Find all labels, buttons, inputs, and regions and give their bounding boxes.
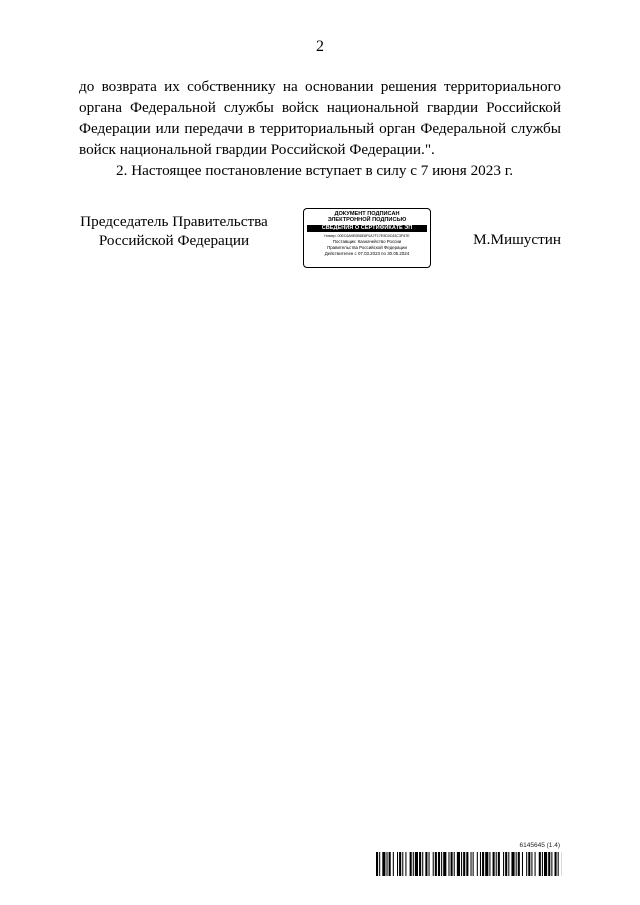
barcode-bar [555, 852, 557, 876]
barcode-bar [435, 852, 437, 876]
barcode-bar [454, 852, 455, 876]
barcode-bar [528, 852, 530, 876]
barcode-bar [516, 852, 517, 876]
barcode-bar [376, 852, 378, 876]
barcode-bar [548, 852, 550, 876]
barcode-bar [448, 852, 449, 876]
paragraph-2: 2. Настоящее постановление вступает в силу с 7 июня 2023 г. [116, 162, 514, 179]
stamp-owner: Правительства Российской Федерации [327, 245, 407, 251]
barcode-bar [471, 852, 472, 876]
signatory-title-line1: Председатель Правительства [80, 213, 268, 230]
barcode-bar [419, 852, 421, 876]
barcode-bar [402, 852, 403, 876]
barcode-bar [522, 852, 523, 876]
barcode-bar [438, 852, 440, 876]
barcode-bar [544, 852, 547, 876]
barcode-bar [526, 852, 527, 876]
barcode-bar [393, 852, 394, 876]
signatory-name: М.Мишустин [473, 231, 561, 248]
barcode-bar [415, 852, 418, 876]
barcode-bar [535, 852, 536, 876]
barcode-bar [473, 852, 474, 876]
stamp-header-line2: ЭЛЕКТРОННОЙ ПОДПИСЬЮ [327, 217, 407, 224]
barcode-bar [429, 852, 430, 876]
stamp-validity: Действителен с 07.03.2023 по 30.05.2024 [324, 251, 410, 257]
barcode-bar [480, 852, 481, 876]
barcode-bar [413, 852, 414, 876]
barcode-bar [382, 852, 385, 876]
stamp-header [304, 211, 430, 224]
barcode-bar [466, 852, 468, 876]
barcode-bar [496, 852, 497, 876]
barcode-bar [511, 852, 514, 876]
barcode-bar [505, 852, 507, 876]
barcode-bar [457, 852, 460, 876]
stamp-certificate-prefix: Номер: [324, 233, 337, 238]
barcode-bar [397, 852, 398, 876]
barcode-bar [542, 852, 543, 876]
stamp-issuer: Поставщик: Казначейство России [332, 238, 402, 244]
barcode-bar [410, 852, 412, 876]
barcode-bar [558, 852, 559, 876]
barcode-bar [477, 852, 478, 876]
stamp-band: СВЕДЕНИЯ О СЕРТИФИКАТЕ ЭП [307, 225, 427, 232]
electronic-signature-stamp [303, 208, 431, 268]
barcode-bar [482, 852, 484, 876]
signatory-title-line2: Российской Федерации [98, 232, 250, 249]
barcode-bar [508, 852, 509, 876]
stamp-certificate-number: 00EC6A9E0B6E8F0A7F17E9D0C83C3F67E [337, 233, 410, 238]
stamp-header-line1: ДОКУМЕНТ ПОДПИСАН [334, 211, 400, 217]
barcode-bar [441, 852, 442, 876]
barcode-bar [405, 852, 406, 876]
barcode-bar [399, 852, 401, 876]
barcode-bar [422, 852, 423, 876]
barcode-bar [489, 852, 490, 876]
barcode-bar [387, 852, 388, 876]
barcode-bar [551, 852, 552, 876]
barcode-bar [498, 852, 500, 876]
barcode-bar [531, 852, 532, 876]
barcode-bar [493, 852, 495, 876]
signatory-title [79, 212, 269, 250]
barcode-bar [463, 852, 465, 876]
barcode-bar [443, 852, 446, 876]
barcode-bar [433, 852, 434, 876]
barcode-bar [503, 852, 504, 876]
document-body [79, 76, 561, 181]
document-code: 6145645 (1.4) [519, 842, 560, 849]
paragraph-continued: до возврата их собственнику на основании решения территориального органа Федеральной службы войск национальной гвардии Российской Федерации или передачи в территориальный орган Федеральной службы войск национальной гвардии Российской Федерации.". [79, 78, 561, 158]
barcode-bar [485, 852, 488, 876]
barcode-bar [539, 852, 541, 876]
page-number: 2 [316, 38, 324, 55]
barcode-bar [389, 852, 391, 876]
barcode-bar [379, 852, 380, 876]
barcode-bar [518, 852, 520, 876]
barcode [376, 852, 562, 876]
barcode-bar [425, 852, 427, 876]
barcode-bar [451, 852, 453, 876]
barcode-bar [461, 852, 462, 876]
